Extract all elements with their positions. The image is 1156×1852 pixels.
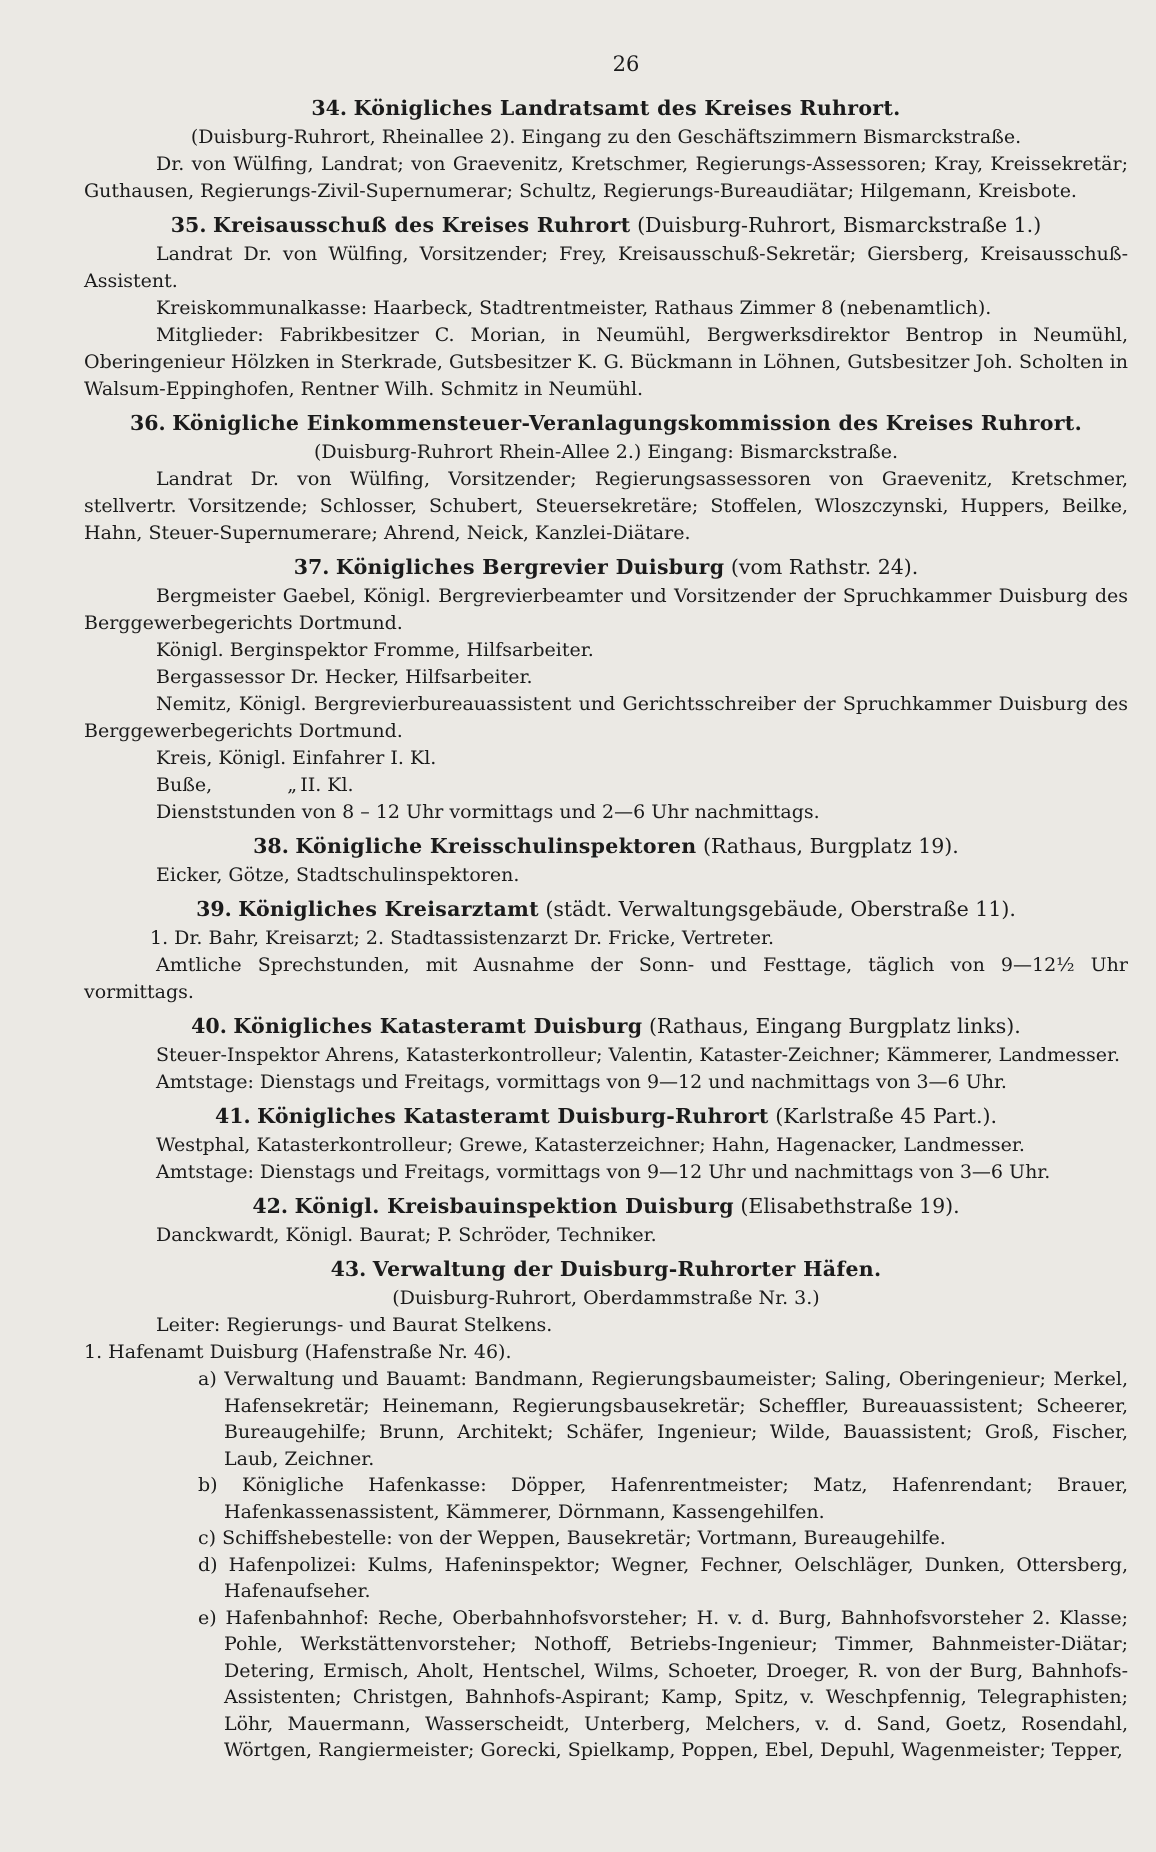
- section-39-number: 39.: [196, 897, 232, 921]
- section-39-para-2: Amtliche Sprechstunden, mit Ausnahme der Sonn- und Festtage, täglich von 9—12½ Uhr vormittags.: [84, 954, 1128, 1003]
- section-38-number: 38.: [253, 834, 289, 858]
- section-34-title: Königliches Landratsamt des Kreises Ruhrort.: [353, 96, 901, 120]
- section-36-heading: [84, 409, 1128, 438]
- section-43-address: (Duisburg-Ruhrort, Oberdammstraße Nr. 3.): [392, 1287, 820, 1309]
- section-42-title: Königl. Kreisbauinspektion Duisburg: [294, 1194, 734, 1218]
- section-39-para-1: 1. Dr. Bahr, Kreisarzt; 2. Stadtassistenzarzt Dr. Fricke, Vertreter.: [150, 927, 775, 949]
- section-43-number: 43.: [330, 1257, 367, 1281]
- section-37-para-1: Bergmeister Gaebel, Königl. Bergrevierbeamter und Vorsitzender der Spruchkammer Duisburg des Berggewerbegerichts Dortmund.: [84, 585, 1128, 634]
- section-37-para-5: Kreis, Königl. Einfahrer I. Kl.: [156, 747, 437, 769]
- section-40-number: 40.: [191, 1014, 227, 1038]
- section-35-para-2: Kreiskommunalkasse: Haarbeck, Stadtrentmeister, Rathaus Zimmer 8 (nebenamtlich).: [156, 297, 992, 319]
- section-39-heading: [84, 895, 1128, 924]
- section-40-para-2: Amtstage: Dienstags und Freitags, vormittags von 9—12 und nachmittags von 3—6 Uhr.: [156, 1071, 1007, 1093]
- section-38-title: Königliche Kreisschulinspektoren: [295, 834, 697, 858]
- section-43-subitem-e: e) Hafenbahnhof: Reche, Oberbahnhofsvorsteher; H. v. d. Burg, Bahnhofsvorsteher 2. Klasse; Pohle, Werkstättenvorsteher; Nothoff, Betriebs-Ingenieur; Timmer, Bahnmeister-Diätar; Detering, Ermisch, Aholt, Hentschel, Wilms, Schoeter, Droeger, R. von der Burg, Bahnhofs-Assistenten; Christgen, Bahnhofs-Aspirant; Kamp, Spitz, v. Weschpfennig, Telegraphisten; Löhr, Mauermann, Wasserscheidt, Unterberg, Melchers, v. d. Sand, Goetz, Rosendahl, Wörtgen, Rangiermeister; Gorecki, Spielkamp, Poppen, Ebel, Depuhl, Wagenmeister; Tepper,: [198, 1606, 1128, 1761]
- section-35-title: Kreisausschuß des Kreises Ruhrort: [213, 213, 631, 237]
- section-43-subitem-b: b) Königliche Hafenkasse: Döpper, Hafenrentmeister; Matz, Hafenrendant; Brauer, Hafenkassenassistent, Kämmerer, Dörnmann, Kassengehilfen.: [198, 1474, 1128, 1523]
- section-35-number: 35.: [170, 213, 207, 237]
- section-35-heading: [84, 211, 1128, 240]
- section-34-address: (Duisburg-Ruhrort, Rheinallee 2). Eingang zu den Geschäftszimmern Bismarckstraße.: [190, 126, 1022, 148]
- section-35-address: (Duisburg-Ruhrort, Bismarckstraße 1.): [637, 213, 1042, 237]
- section-37-para-7: Dienststunden von 8 – 12 Uhr vormittags und 2—6 Uhr nachmittags.: [156, 801, 820, 823]
- section-41-number: 41.: [214, 1104, 251, 1128]
- section-37-address: (vom Rathstr. 24).: [730, 555, 919, 579]
- section-34-number: 34.: [311, 96, 348, 120]
- section-34-body: Dr. von Wülfing, Landrat; von Graevenitz, Kretschmer, Regierungs-Assessoren; Kray, Kreissekretär; Guthausen, Regierungs-Zivil-Supernumerar; Schultz, Regierungs-Bureaudiätar; Hilgemann, Kreisbote.: [84, 153, 1128, 202]
- section-43-subitem-c: c) Schiffshebestelle: von der Weppen, Bausekretär; Vortmann, Bureaugehilfe.: [198, 1527, 946, 1549]
- section-38-heading: [84, 832, 1128, 861]
- section-43-heading: [84, 1255, 1128, 1284]
- section-40-para-1: Steuer-Inspektor Ahrens, Katasterkontrolleur; Valentin, Kataster-Zeichner; Kämmerer, Landmesser.: [156, 1044, 1121, 1066]
- section-35-para-1: Landrat Dr. von Wülfing, Vorsitzender; Frey, Kreisausschuß-Sekretär; Giersberg, Kreisausschuß-Assistent.: [84, 243, 1128, 292]
- section-36-body: Landrat Dr. von Wülfing, Vorsitzender; Regierungsassessoren von Graevenitz, Kretschmer, stellvertr. Vorsitzende; Schlosser, Schubert, Steuersekretäre; Stoffelen, Wloszczynski, Huppers, Beilke, Hahn, Steuer-Supernumerare; Ahrend, Neick, Kanzlei-Diätare.: [84, 468, 1128, 544]
- page-number: 26: [612, 52, 640, 76]
- section-37-para-6-name: Buße,: [156, 774, 213, 796]
- section-35-para-3: Mitglieder: Fabrikbesitzer C. Morian, in Neumühl, Bergwerksdirektor Bentrop in Neumühl, Oberingenieur Hölzken in Sterkrade, Gutsbesitzer K. G. Bückmann in Löhnen, Gutsbesitzer Joh. Scholten in Walsum-Eppinghofen, Rentner Wilh. Schmitz in Neumühl.: [84, 324, 1128, 400]
- section-37-title: Königliches Bergrevier Duisburg: [335, 555, 725, 579]
- section-36-number: 36.: [129, 411, 166, 435]
- section-39-address: (städt. Verwaltungsgebäude, Oberstraße 11).: [545, 897, 1016, 921]
- section-41-para-1: Westphal, Katasterkontrolleur; Grewe, Katasterzeichner; Hahn, Hagenacker, Landmesser.: [156, 1134, 1025, 1156]
- section-43-subitem-d: d) Hafenpolizei: Kulms, Hafeninspektor; Wegner, Fechner, Oelschläger, Dunken, Ottersberg, Hafenaufseher.: [198, 1553, 1128, 1602]
- section-37-para-6: [84, 772, 1128, 799]
- section-43-item-1: 1. Hafenamt Duisburg (Hafenstraße Nr. 46).: [84, 1341, 512, 1363]
- section-42-heading: [84, 1192, 1128, 1221]
- section-43-subitems: [84, 1366, 1128, 1764]
- section-37-para-3: Bergassessor Dr. Hecker, Hilfsarbeiter.: [156, 666, 533, 688]
- section-37-number: 37.: [293, 555, 330, 579]
- section-40-heading: [84, 1012, 1128, 1041]
- section-37-para-4: Nemitz, Königl. Bergrevierbureauassistent und Gerichtsschreiber der Spruchkammer Duisburg des Berggewerbegerichts Dortmund.: [84, 693, 1128, 742]
- section-40-title: Königliches Katasteramt Duisburg: [233, 1014, 643, 1038]
- section-39-title: Königliches Kreisarztamt: [238, 897, 539, 921]
- section-37-para-6-class: II. Kl.: [300, 774, 354, 796]
- section-41-heading: [84, 1102, 1128, 1131]
- section-34-heading: [84, 94, 1128, 123]
- section-42-address: (Elisabethstraße 19).: [740, 1194, 960, 1218]
- section-43-leiter: Leiter: Regierungs- und Baurat Stelkens.: [156, 1314, 553, 1336]
- section-42-number: 42.: [252, 1194, 289, 1218]
- ditto-mark: „: [287, 774, 298, 796]
- section-38-address: (Rathaus, Burgplatz 19).: [703, 834, 959, 858]
- section-40-address: (Rathaus, Eingang Burgplatz links).: [648, 1014, 1021, 1038]
- section-37-para-2: Königl. Berginspektor Fromme, Hilfsarbeiter.: [156, 639, 594, 661]
- section-41-title: Königliches Katasteramt Duisburg-Ruhrort: [257, 1104, 769, 1128]
- section-37-heading: [84, 553, 1128, 582]
- section-43-subitem-a: a) Verwaltung und Bauamt: Bandmann, Regierungsbaumeister; Saling, Oberingenieur; Merkel, Hafensekretär; Heinemann, Regierungsbausekretär; Scheffler, Bureauassistent; Scheerer, Bureaugehilfe; Brunn, Architekt; Schäfer, Ingenieur; Wilde, Bauassistent; Groß, Fischer, Laub, Zeichner.: [198, 1368, 1128, 1470]
- section-43-title: Verwaltung der Duisburg-Ruhrorter Häfen.: [372, 1257, 882, 1281]
- section-42-body: Danckwardt, Königl. Baurat; P. Schröder, Techniker.: [156, 1224, 657, 1246]
- section-36-title: Königliche Einkommensteuer-Veranlagungskommission des Kreises Ruhrort.: [172, 411, 1083, 435]
- section-41-address: (Karlstraße 45 Part.).: [775, 1104, 998, 1128]
- section-41-para-2: Amtstage: Dienstags und Freitags, vormittags von 9—12 Uhr und nachmittags von 3—6 Uhr.: [156, 1161, 1051, 1183]
- section-38-body: Eicker, Götze, Stadtschulinspektoren.: [156, 864, 520, 886]
- section-36-address: (Duisburg-Ruhrort Rhein-Allee 2.) Eingang: Bismarckstraße.: [314, 441, 898, 463]
